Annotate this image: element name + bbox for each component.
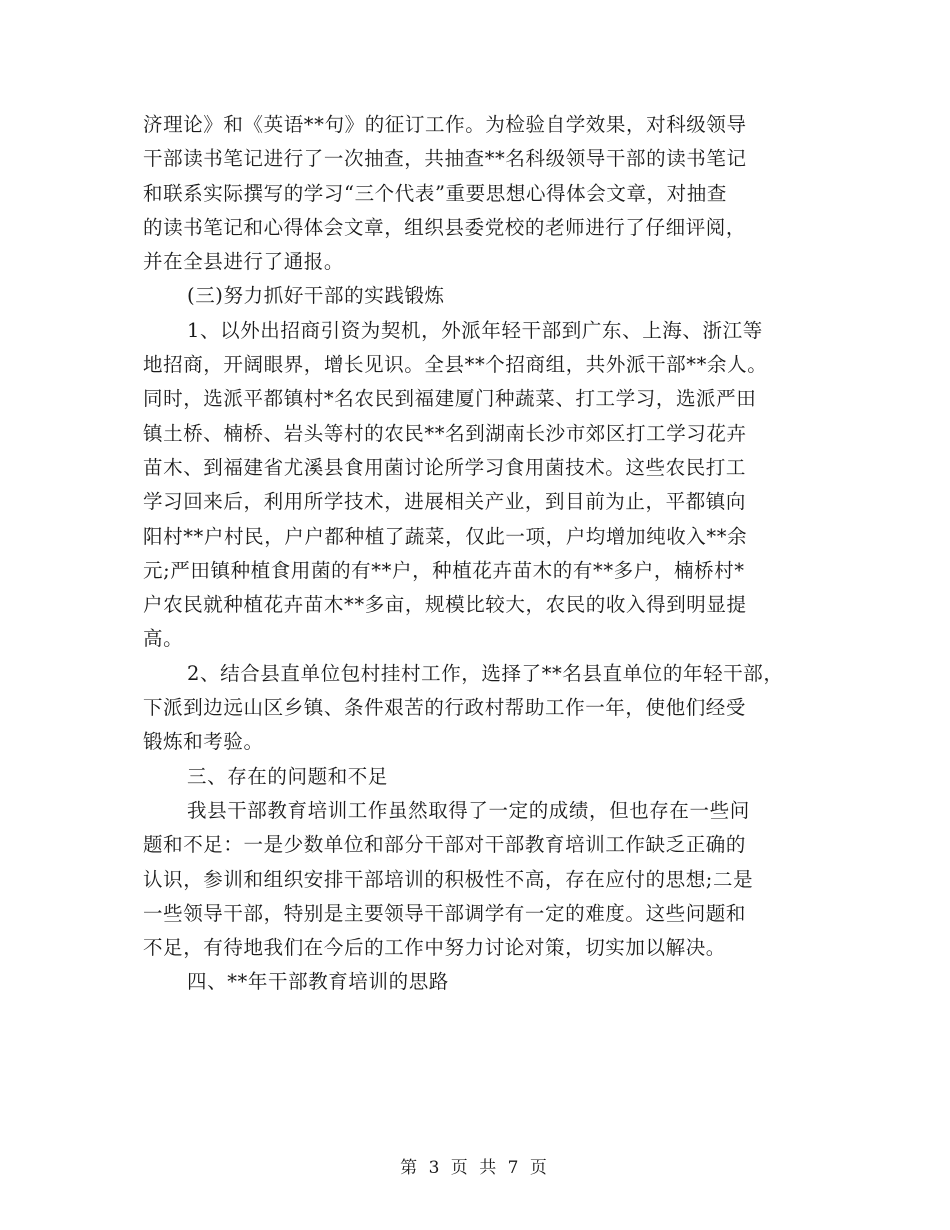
text-line: 1、以外出招商引资为契机，外派年轻干部到广东、上海、浙江等 — [187, 318, 763, 342]
text-line: 一些领导干部，特别是主要领导干部调学有一定的难度。这些问题和 — [143, 901, 747, 925]
page-footer: 第 3 页 共 7 页 — [400, 1158, 550, 1178]
text-line: 题和不足：一是少数单位和部分干部对干部教育培训工作缺乏正确的 — [143, 833, 747, 857]
text-line: 我县干部教育培训工作虽然取得了一定的成绩，但也存在一些问 — [187, 798, 750, 822]
text-line: 四、**年干部教育培训的思路 — [187, 970, 449, 994]
text-line: 元;严田镇种植食用菌的有**户，种植花卉苗木的有**多户，楠桥村* — [143, 558, 745, 582]
text-line: 锻炼和考验。 — [143, 730, 264, 754]
text-line: 干部读书笔记进行了一次抽查，共抽查**名科级领导干部的读书笔记 — [143, 147, 747, 171]
text-line: 2、结合县直单位包村挂村工作，选择了**名县直单位的年轻干部， — [187, 661, 784, 685]
text-line: 并在全县进行了通报。 — [143, 250, 345, 274]
text-line: 的读书笔记和心得体会文章，组织县委党校的老师进行了仔细评阅， — [143, 215, 747, 239]
text-line: 苗木、到福建省尤溪县食用菌讨论所学习食用菌技术。这些农民打工 — [143, 455, 747, 479]
text-line: 镇土桥、楠桥、岩头等村的农民**名到湖南长沙市郊区打工学习花卉 — [143, 421, 747, 445]
document-body — [143, 108, 803, 1000]
text-line: 阳村**户村民，户户都种植了蔬菜，仅此一项，户均增加纯收入**余 — [143, 524, 748, 548]
text-line: 和联系实际撰写的学习“三个代表”重要思想心得体会文章，对抽查 — [143, 181, 727, 205]
text-line: 三、存在的问题和不足 — [187, 764, 389, 788]
text-line: 地招商，开阔眼界，增长见识。全县**个招商组，共外派干部**余人。 — [143, 353, 768, 377]
text-line: (三)努力抓好干部的实践锻炼 — [187, 284, 445, 308]
text-line: 高。 — [143, 627, 184, 651]
text-line: 下派到边远山区乡镇、条件艰苦的行政村帮助工作一年，使他们经受 — [143, 696, 747, 720]
text-line: 户农民就种植花卉苗木**多亩，规模比较大，农民的收入得到明显提 — [143, 593, 747, 617]
text-line: 学习回来后，利用所学技术，进展相关产业，到目前为止，平都镇向 — [143, 490, 747, 514]
text-line: 不足，有待地我们在今后的工作中努力讨论对策，切实加以解决。 — [143, 936, 726, 960]
text-line: 认识，参训和组织安排干部培训的积极性不高，存在应付的思想;二是 — [143, 867, 754, 891]
text-line: 同时，选派平都镇村*名农民到福建厦门种蔬菜、打工学习，选派严田 — [143, 387, 757, 411]
text-line: 济理论》和《英语**句》的征订工作。为检验自学效果，对科级领导 — [143, 113, 747, 136]
